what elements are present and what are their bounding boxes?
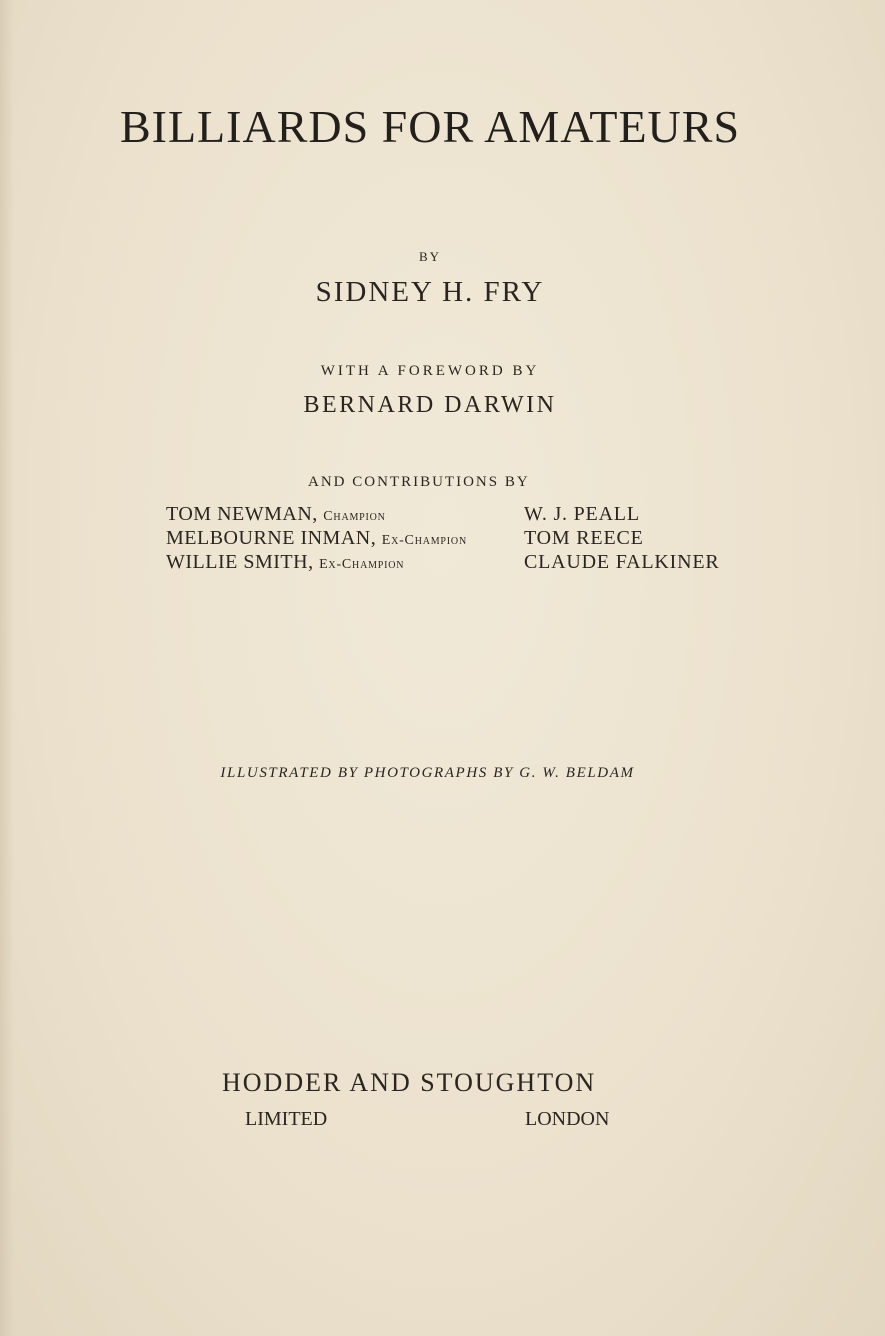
publisher-city: LONDON <box>525 1108 610 1130</box>
contributor-title: Champion <box>323 509 386 524</box>
contributor-title: Ex-Champion <box>319 557 405 572</box>
book-title: BILLIARDS FOR AMATEURS <box>119 101 741 152</box>
contributions-label: AND CONTRIBUTIONS BY <box>308 474 530 490</box>
illustrator-credit: ILLUSTRATED BY PHOTOGRAPHS BY G. W. BELDAM <box>220 765 635 781</box>
publisher-name: HODDER AND STOUGHTON <box>222 1068 597 1097</box>
contributor-name: TOM NEWMAN, <box>166 503 324 525</box>
contributor-right: CLAUDE FALKINER <box>524 551 720 573</box>
foreword-label: WITH A FOREWORD BY <box>320 363 540 379</box>
contributor-name: WILLIE SMITH, <box>166 551 320 573</box>
by-label: BY <box>418 249 442 264</box>
contributor-left <box>166 503 386 526</box>
contributor-left <box>166 527 467 550</box>
contributor-right: TOM REECE <box>524 527 644 549</box>
foreword-author: BERNARD DARWIN <box>303 392 557 418</box>
publisher-limited: LIMITED <box>245 1108 328 1130</box>
contributor-right: W. J. PEALL <box>524 503 640 525</box>
contributor-left <box>166 551 404 574</box>
author-name: SIDNEY H. FRY <box>315 276 545 308</box>
contributor-title: Ex-Champion <box>381 533 467 548</box>
contributor-name: MELBOURNE INMAN, <box>166 527 382 549</box>
